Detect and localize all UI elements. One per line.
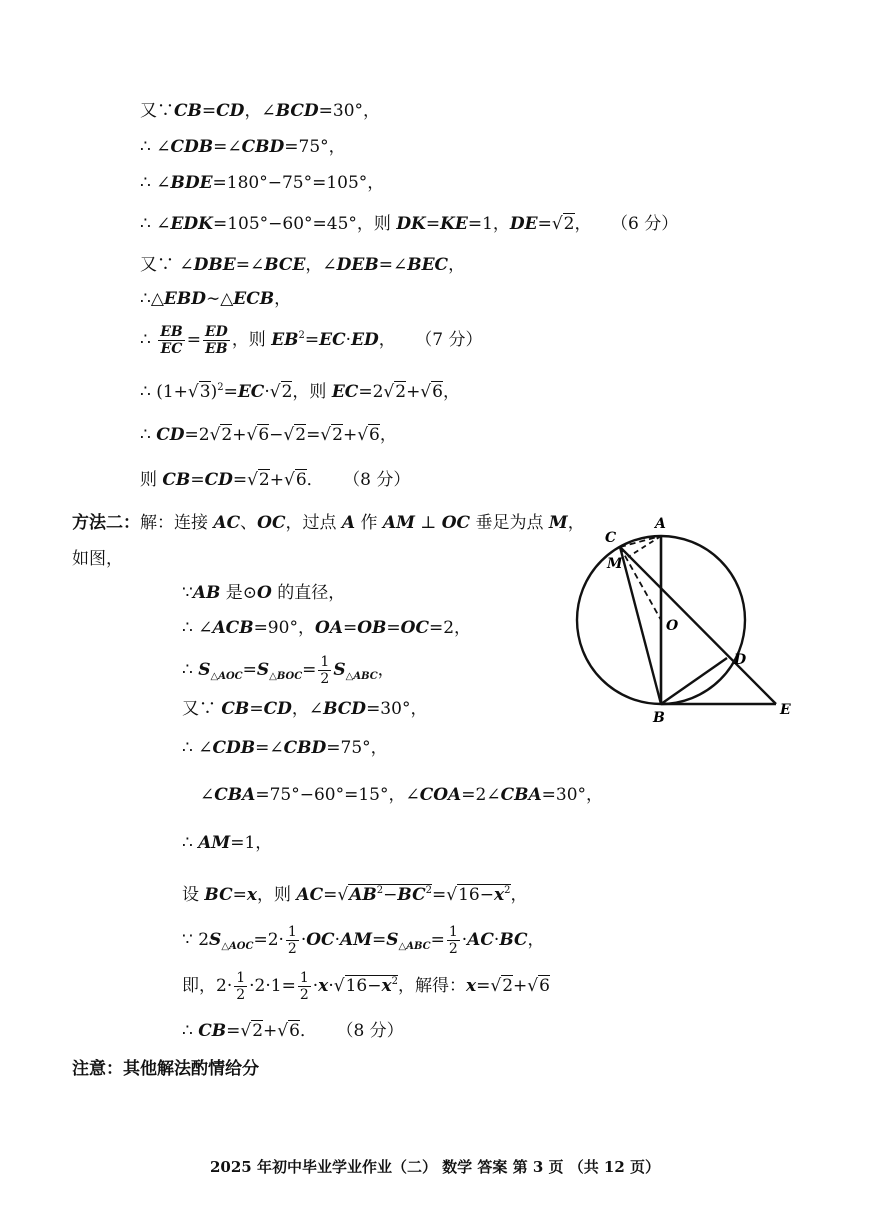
segment-cb [620,547,661,704]
label-m: M [607,556,623,572]
step-line: ∴ ∠EDK=105°−60°=45°，则 DK=KE=1，DE=√2， （6 分） [140,214,679,234]
grading-note: 注意：其他解法酌情给分 [72,1059,259,1079]
score-mark: （7 分） [423,330,483,350]
label-b: B [653,710,665,726]
step-line: ∴ AM=1， [182,833,273,853]
step-line: ∴ CB=√2+√6． （8 分） [182,1021,404,1041]
segment-ce [620,547,776,704]
geometry-figure [560,510,810,750]
step-line: ∴△EBD∼△ECB， [140,289,292,309]
step-line: ∴ CD=2√2+√6−√2=√2+√6， [140,425,397,445]
step-line: ∴ $\frac{EB}{EC}$ = $\frac{ED}{EB}$ ，则 $EB^2=EC\cdot ED$， （7 分） [140,324,483,357]
step-line: ∴ ∠CDB=∠CBD=75°， [182,738,388,758]
step-line: ∴ $S_{\triangle AOC}=S_{\triangle BOC}=$ $\frac{1}{2}$ $S_{\triangle ABC}$， [182,654,395,687]
step-line: ∴ $(1+√3)^2=EC\cdot√2$，则 EC=2√2+√6， [140,382,460,402]
method-two-heading: 方法二： [72,513,140,533]
score-mark: （6 分） [619,214,679,234]
step-line: ∴ ∠BDE=180°−75°=105°， [140,173,385,193]
label-a: A [655,516,666,532]
label-o: O [666,618,679,634]
method-two-intro [72,512,585,534]
dashed-am [628,536,661,557]
step-line: ∴ ∠CDB=∠CBD=75°， [140,137,346,157]
step-line: ∵AB 是⊙O 的直径， [182,583,346,603]
step-line: ∠CBA=75°−60°=15°，∠COA=2∠CBA=30°， [200,785,604,805]
step-line: 又∵ CB=CD，∠BCD=30°， [182,699,428,719]
label-e: E [780,702,791,718]
score-mark: （8 分） [351,470,411,490]
step-line: 设 BC=x，则 $AC=√AB^2-BC^2=√16-x^2$， [182,885,528,905]
score-mark: （8 分） [344,1021,404,1041]
step-line: 又∵CB=CD，∠BCD=30°， [140,101,381,121]
step-line: 则 CB=CD=√2+√6． （8 分） [140,470,411,490]
step-line: 即，2· $\frac{1}{2}$ ·2·1= $\frac{1}{2}$ $\cdot x\cdot√16-x^2$，解得：x=√2+√6 [182,970,550,1003]
page-footer: 2025 年初中毕业学业作业（二） 数学 答案 第 3 页 （共 12 页） [209,1158,661,1176]
method-two-intro-text: 解：连接 AC、OC，过点 A 作 AM ⊥ OC 垂足为点 M， [140,513,585,533]
step-line: ∵ $2S_{\triangle AOC}=2\cdot$ $\frac{1}{2}$ $\cdot OC\cdot AM=S_{\triangle ABC}=$ $\frac{1}{2}$ ·AC·BC， [182,924,545,957]
method-two-intro2: 如图， [72,549,123,569]
step-line: ∴ ∠ACB=90°，OA=OB=OC=2， [182,618,472,638]
step-line: 又∵ ∠DBE=∠BCE，∠DEB=∠BEC， [140,255,466,275]
label-c: C [605,530,617,546]
label-d: D [734,652,747,668]
